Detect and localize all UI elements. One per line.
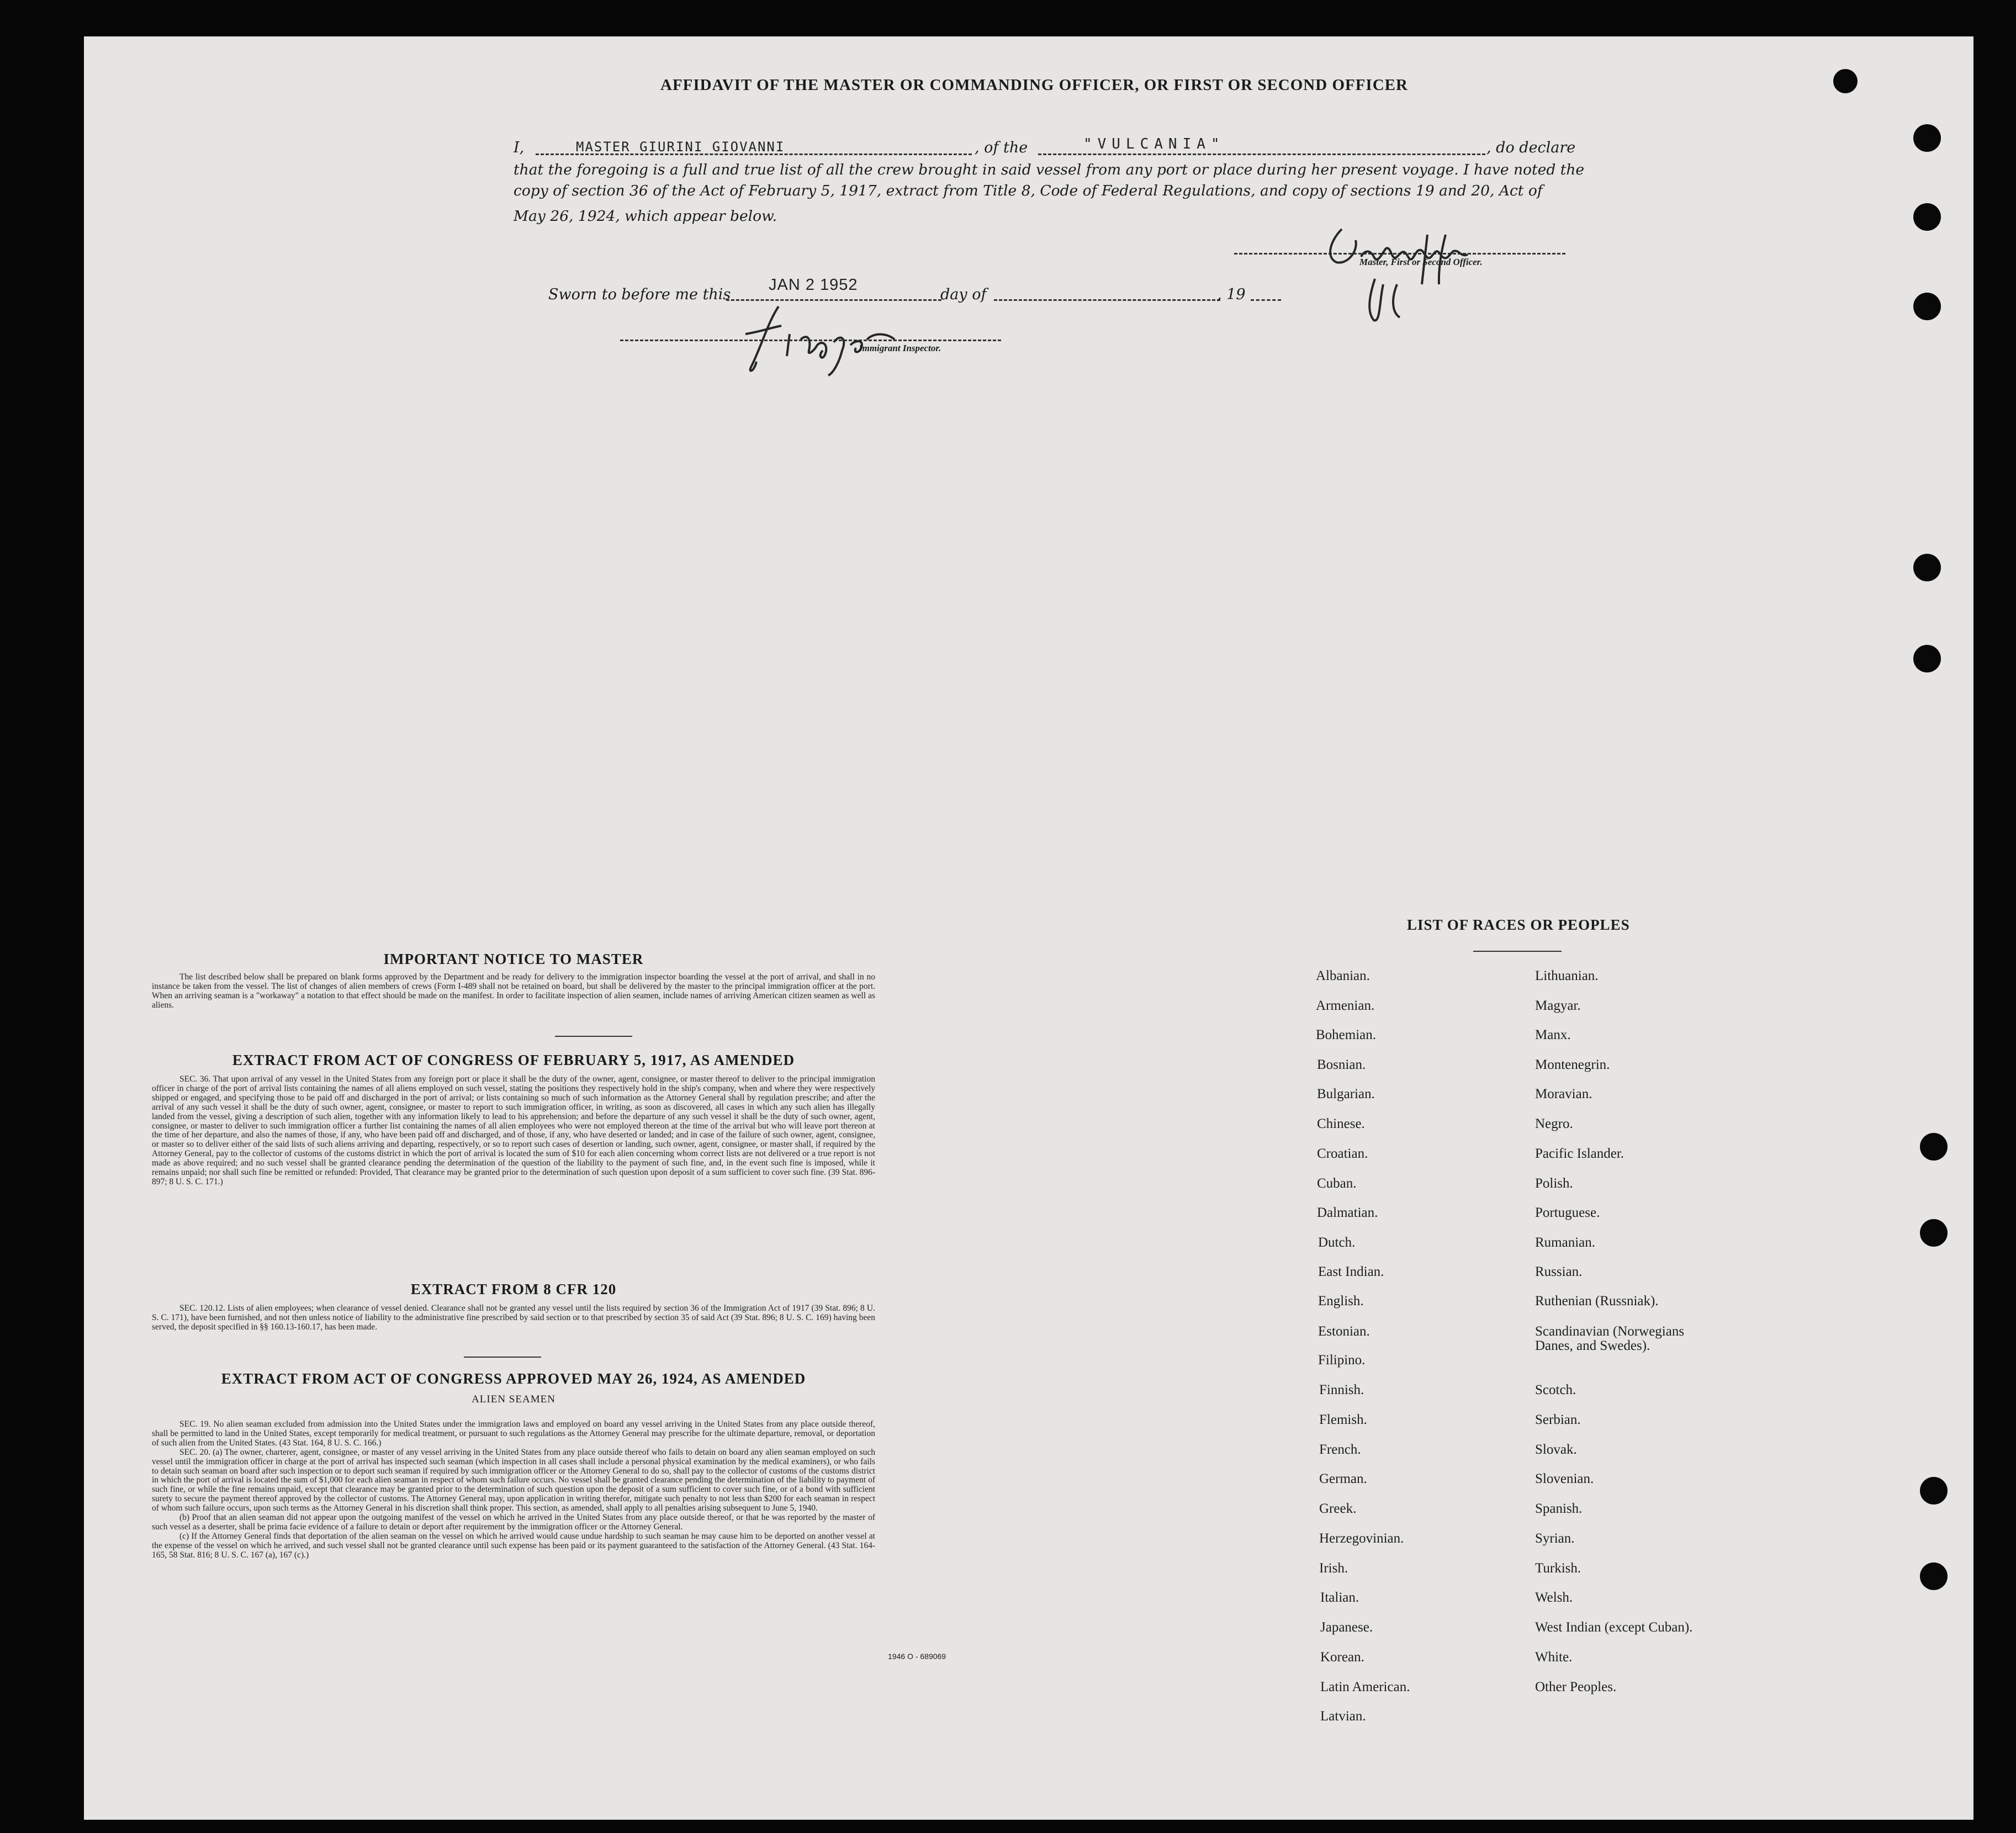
race-left-item: Albanian. — [1316, 968, 1370, 983]
race-right-item: Lithuanian. — [1535, 968, 1599, 983]
section-20c-paragraph: (c) If the Attorney General finds that deportation of the alien seaman on the vessel on which he arrived would cause undue hardship to such seaman he may cause him to be deported on another vessel at the expense of the vessel on which he arrived, and such vessel shall not be granted clearance until such expense has been paid or its payment guaranteed to the satisfaction of the Attorney General. (43 Stat. 164-165, 58 Stat. 816; 8 U. S. C. 167 (a), 167 (c).) — [152, 1531, 875, 1560]
race-right-item: Other Peoples. — [1535, 1680, 1617, 1694]
month-line — [994, 299, 1220, 301]
extract-1917-text — [152, 1075, 875, 1187]
extract-cfr-heading: EXTRACT FROM 8 CFR 120 — [410, 1281, 617, 1297]
vessel-line — [1038, 153, 1485, 155]
race-right-item: Polish. — [1535, 1176, 1573, 1191]
race-left-item: Greek. — [1319, 1501, 1357, 1516]
race-left-item: Flemish. — [1319, 1412, 1367, 1427]
race-left-item: Croatian. — [1317, 1146, 1368, 1161]
race-right-item: Scotch. — [1535, 1382, 1576, 1397]
officer-label: Master, First or Second Officer. — [1359, 257, 1483, 267]
section-divider — [464, 1357, 541, 1358]
punch-hole — [1913, 554, 1941, 581]
notice-text — [152, 973, 875, 1010]
notice-heading: IMPORTANT NOTICE TO MASTER — [383, 951, 644, 967]
race-right-item: White. — [1535, 1650, 1573, 1665]
race-left-item: Herzegovinian. — [1319, 1531, 1404, 1546]
race-right-item: Serbian. — [1535, 1412, 1581, 1427]
extract-1924-subheading: ALIEN SEAMEN — [472, 1394, 555, 1405]
affidavit-line-3: copy of section 36 of the Act of February 5, 1917, extract from Title 8, Code of Federal Regulations, and copy of sections 19 and 20, Act of — [514, 182, 1543, 199]
race-right-item: Slovak. — [1535, 1442, 1577, 1457]
race-right-item: Russian. — [1535, 1264, 1583, 1279]
race-right-item: Slovenian. — [1535, 1471, 1594, 1486]
inspector-signature — [729, 301, 950, 378]
race-left-item: Filipino. — [1318, 1353, 1366, 1368]
race-right-item: West Indian (except Cuban). — [1535, 1620, 1693, 1635]
race-right-item: Danes, and Swedes). — [1535, 1338, 1650, 1353]
race-left-item: Cuban. — [1317, 1176, 1357, 1191]
punch-hole — [1833, 69, 1858, 93]
punch-hole — [1913, 203, 1941, 231]
race-left-item: Italian. — [1320, 1590, 1359, 1605]
sworn-date-stamp: JAN 2 1952 — [769, 276, 858, 294]
sworn-label: Sworn to before me this — [548, 286, 731, 303]
race-left-item: German. — [1319, 1471, 1367, 1486]
race-left-item: Armenian. — [1316, 998, 1375, 1013]
section-divider — [555, 1036, 632, 1037]
race-left-item: Bulgarian. — [1317, 1087, 1375, 1101]
of-the-label: , of the — [975, 139, 1028, 156]
race-right-item: Syrian. — [1535, 1531, 1575, 1546]
do-declare-label: , do declare — [1486, 139, 1576, 156]
extract-1924-heading: EXTRACT FROM ACT OF CONGRESS APPROVED MAY 26, 1924, AS AMENDED — [221, 1370, 806, 1387]
notice-paragraph: The list described below shall be prepared on blank forms approved by the Department and be ready for delivery to the immigration inspector boarding the vessel at the port of arrival, and shall in no instance be taken from the vessel. The list of changes of alien members of crews (Form I-489 shall not be retained on board, but shall be delivered by the master to the principal immigration officer at the port. When an arriving seaman is a "workaway" a notation to that effect should be made on the manifest. In order to facilitate inspection of alien seamen, include names of arriving American citizen seamen as well as aliens. — [152, 972, 875, 1010]
section-19-paragraph: SEC. 19. No alien seaman excluded from admission into the United States under the immigration laws and employed on board any vessel arriving in the United States from any place outside thereof, shall be permitted to land in the United States, except temporarily for medical treatment, or pursuant to such regulations as the Attorney General may prescribe for the ultimate departure, removal, or deportation of such alien from the United States. (43 Stat. 164, 8 U. S. C. 166.) — [152, 1419, 875, 1448]
race-right-item: Moravian. — [1535, 1087, 1592, 1101]
punch-hole — [1913, 293, 1941, 320]
affidavit-i-label: I, — [514, 139, 525, 156]
race-right-item: Manx. — [1535, 1027, 1571, 1042]
master-name-value: MASTER GIURINI GIOVANNI — [576, 139, 785, 155]
affidavit-title: AFFIDAVIT OF THE MASTER OR COMMANDING OFFICER, OR FIRST OR SECOND OFFICER — [660, 76, 1408, 94]
race-right-item: Negro. — [1535, 1116, 1573, 1131]
race-left-item: English. — [1318, 1294, 1364, 1308]
extract-cfr-text — [152, 1304, 875, 1332]
race-left-item: Japanese. — [1320, 1620, 1373, 1635]
race-left-item: French. — [1319, 1442, 1361, 1457]
extract-1924-text — [152, 1420, 875, 1560]
race-left-item: Chinese. — [1317, 1116, 1365, 1131]
extract-1917-heading: EXTRACT FROM ACT OF CONGRESS OF FEBRUARY 5, 1917, AS AMENDED — [232, 1052, 795, 1068]
race-left-item: Latvian. — [1320, 1709, 1366, 1724]
race-left-item: Dalmatian. — [1317, 1205, 1378, 1220]
race-right-item: Spanish. — [1535, 1501, 1583, 1516]
inspector-label: Immigrant Inspector. — [859, 343, 941, 353]
print-code: 1946 O - 689069 — [888, 1652, 946, 1661]
races-divider — [1473, 951, 1562, 952]
day-of-label: day of — [940, 286, 987, 303]
race-left-item: Korean. — [1320, 1650, 1364, 1665]
race-right-item: Scandinavian (Norwegians — [1535, 1324, 1685, 1339]
race-left-item: Bosnian. — [1317, 1057, 1366, 1072]
punch-hole — [1920, 1219, 1948, 1247]
race-right-item: Portuguese. — [1535, 1205, 1600, 1220]
section-20a-paragraph: SEC. 20. (a) The owner, charterer, agent, consignee, or master of any vessel arriving in the United States from any place outside thereof who fails to detain on board any alien seaman employed on such vessel until the immigration officer in charge at the port of arrival has inspected such seaman (which inspection in all cases shall include a personal physical examination by the medical examiners), or who fails to detain such seaman on board after such inspection or to deport such seaman if required by such immigration officer or the Attorney General to do so, shall pay to the collector of customs of the customs district in which the port of arrival is located the sum of $1,000 for each alien seaman in respect of whom such failure occurs. No vessel shall be granted clearance pending the determination of the liability to payment of such fine, or while the fine remains unpaid, except that clearance may be granted prior to the determination of such question upon the deposit of a sum sufficient to cover such fine, or of a bond with sufficient surety to secure the payment thereof approved by the collector of customs. The Attorney General may, upon application in writing therefor, mitigate such penalty to not less than $200 for each seaman in respect of whom such failure occurs, upon such terms as the Attorney General in his discretion shall think proper. This section, as amended, shall apply to all penalties arising subsequent to June 5, 1940. — [152, 1447, 875, 1513]
punch-hole — [1920, 1562, 1948, 1590]
race-right-item: Magyar. — [1535, 998, 1581, 1013]
affidavit-line-2: that the foregoing is a full and true list of all the crew brought in said vessel from any port or place during her present voyage. I have noted the — [514, 161, 1585, 178]
master-signature — [1309, 218, 1541, 329]
race-right-item: Turkish. — [1535, 1561, 1581, 1576]
year-line — [1251, 299, 1281, 301]
punch-hole — [1913, 124, 1941, 152]
punch-hole — [1913, 645, 1941, 672]
section-36-paragraph: SEC. 36. That upon arrival of any vessel in the United States from any foreign port or place it shall be the duty of the owner, agent, consignee, or master thereof to deliver to the principal immigration officer in charge of the port of arrival lists containing the names of all aliens employed on such vessel, stating the positions they respectively hold in the ship's company, when and where they were respectively shipped or engaged, and specifying those to be paid off and discharged in the port of arrival; or lists containing so much of such information as the Attorney General shall by regulation prescribe; and after the arrival of any such vessel it shall be the duty of such owner, agent, consignee, or master to report to such immigration officer, in writing, as soon as discovered, all cases in which any such alien has illegally landed from the vessel, giving a description of such alien, together with any information likely to lead to his apprehension; and before the departure of any such vessel it shall be the duty of such owner, agent, consignee, or master to deliver to such immigration officer a further list containing the names of all alien employees who were not employed thereon at the time of the arrival but who will leave port thereon at the time of her departure, and also the names of those, if any, who have been paid off and discharged, and of those, if any, who have deserted or landed; and in case of the failure of such owner, agent, consignee, or master so to deliver either of the said lists of such aliens arriving and departing, respectively, or so to report such cases of desertion or landing, such owner, agent, consignee, or master shall, if required by the Attorney General, pay to the collector of customs of the customs district in which the port of arrival is located the sum of $10 for each alien concerning whom correct lists are not delivered or a true report is not made as above required; and no such vessel shall be granted clearance pending the determination of the question of the liability to the payment of such fine, and, in the event such fine is imposed, while it remains unpaid; nor shall such fine be remitted or refunded: Provided, That clearance may be granted prior to the determination of such question upon deposit of a sum sufficient to cover such fine. (39 Stat. 896-897; 8 U. S. C. 171.) — [152, 1074, 875, 1186]
races-heading: LIST OF RACES OR PEOPLES — [1407, 916, 1630, 933]
cfr-paragraph: SEC. 120.12. Lists of alien employees; when clearance of vessel denied. Clearance shall not be granted any vessel until the lists required by section 36 of the Immigration Act of 1917 (39 Stat. 896; 8 U. S. C. 171), have been furnished, and not then unless notice of liability to the administrative fine prescribed by said section or to that prescribed by section 35 of said Act (39 Stat. 896; 8 U. S. C. 169) having been served, the deposit specified in §§ 160.13-160.17, has been made. — [152, 1304, 875, 1332]
race-left-item: Estonian. — [1318, 1324, 1370, 1339]
punch-hole — [1920, 1477, 1948, 1504]
race-right-item: Ruthenian (Russniak). — [1535, 1294, 1659, 1308]
vessel-name-value: "VULCANIA" — [1083, 136, 1225, 152]
race-right-item: Pacific Islander. — [1535, 1146, 1625, 1161]
race-left-item: Dutch. — [1318, 1235, 1356, 1250]
section-20b-paragraph: (b) Proof that an alien seaman did not appear upon the outgoing manifest of the vessel on which he arrived in the United States from any place outside thereof, or that he was reported by the master of such vessel as a deserter, shall be prima facie evidence of a failure to detain or deport after requirement by the immigration officer or the Attorney General. — [152, 1513, 875, 1532]
race-left-item: Latin American. — [1320, 1680, 1410, 1694]
punch-hole — [1920, 1133, 1948, 1161]
year-prefix-label: , 19 — [1217, 286, 1246, 303]
affidavit-line-4: May 26, 1924, which appear below. — [514, 208, 777, 225]
race-left-item: Bohemian. — [1316, 1027, 1377, 1042]
race-right-item: Rumanian. — [1535, 1235, 1596, 1250]
race-right-item: Montenegrin. — [1535, 1057, 1610, 1072]
race-right-item: Welsh. — [1535, 1590, 1573, 1605]
race-left-item: Finnish. — [1319, 1382, 1364, 1397]
race-left-item: East Indian. — [1318, 1264, 1384, 1279]
race-left-item: Irish. — [1319, 1561, 1348, 1576]
